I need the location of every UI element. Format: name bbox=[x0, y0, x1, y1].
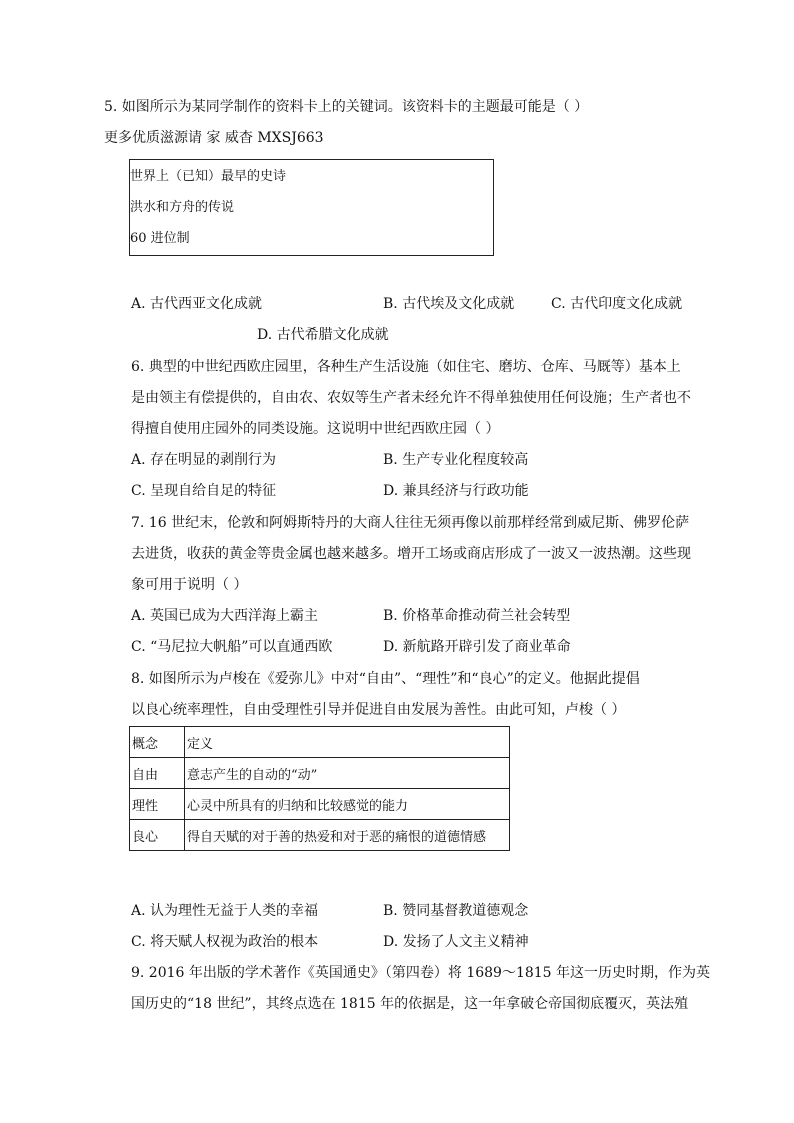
q9-stem-line: 国历史的“18 世纪”，其终点选在 1815 年的依据是，这一年拿破仑帝国彻底覆灭，英法殖 bbox=[131, 996, 689, 1012]
table-cell: 理性 bbox=[130, 789, 185, 820]
table-row bbox=[130, 727, 510, 758]
q6-option-a[interactable]: A. 存在明显的剥削行为 bbox=[131, 452, 277, 468]
q6-option-b[interactable]: B. 生产专业化程度较高 bbox=[383, 452, 529, 468]
q8-option-c[interactable]: C. 将天赋人权视为政治的根本 bbox=[131, 934, 319, 950]
q5-option-c[interactable]: C. 古代印度文化成就 bbox=[551, 296, 683, 312]
table-cell: 自由 bbox=[130, 758, 185, 789]
q7-stem-line: 7. 16 世纪末，伦敦和阿姆斯特丹的大商人往往无须再像以前那样经常到威尼斯、佛罗伦萨 bbox=[131, 515, 690, 531]
q7-stem-line: 象可用于说明（ ） bbox=[131, 577, 248, 593]
q5-option-b[interactable]: B. 古代埃及文化成就 bbox=[383, 296, 515, 312]
table-row bbox=[130, 820, 510, 851]
watermark-text: 更多优质滋源请 家 威杳 MXSJ663 bbox=[104, 130, 324, 146]
table-cell: 定义 bbox=[185, 727, 510, 758]
q7-option-d[interactable]: D. 新航路开辟引发了商业革命 bbox=[383, 639, 571, 655]
table-cell: 得自天赋的对于善的热爱和对于恶的痛恨的道德情感 bbox=[185, 820, 510, 851]
card-line: 世界上（已知）最早的史诗 bbox=[130, 169, 287, 184]
q5-option-a[interactable]: A. 古代西亚文化成就 bbox=[131, 296, 263, 312]
table-row bbox=[130, 789, 510, 820]
q6-stem-line: 6. 典型的中世纪西欧庄园里，各种生产生活设施（如住宅、磨坊、仓库、马厩等）基本上 bbox=[131, 359, 681, 375]
q7-option-b[interactable]: B. 价格革命推动荷兰社会转型 bbox=[383, 608, 571, 624]
table-row bbox=[130, 758, 510, 789]
q9-stem-line: 9. 2016 年出版的学术著作《英国通史》（第四卷）将 1689～1815 年这一历史时期，作为英 bbox=[131, 965, 711, 981]
q6-option-d[interactable]: D. 兼具经济与行政功能 bbox=[383, 483, 529, 499]
table-cell: 意志产生的自动的“动” bbox=[185, 758, 510, 789]
q8-option-d[interactable]: D. 发扬了人文主义精神 bbox=[383, 934, 529, 950]
q5-option-d[interactable]: D. 古代希腊文化成就 bbox=[257, 327, 389, 343]
q7-option-a[interactable]: A. 英国已成为大西洋海上霸主 bbox=[131, 608, 319, 624]
q6-stem-line: 是由领主有偿提供的，自由农、农奴等生产者未经允许不得单独使用任何设施；生产者也不 bbox=[131, 390, 691, 406]
q8-stem-line: 以良心统率理性，自由受理性引导并促进自由发展为善性。由此可知，卢梭（ ） bbox=[131, 702, 626, 718]
table-cell: 概念 bbox=[130, 727, 185, 758]
q7-option-c[interactable]: C. “马尼拉大帆船”可以直通西欧 bbox=[131, 639, 333, 655]
q5-stem: 5. 如图所示为某同学制作的资料卡上的关键词。该资料卡的主题最可能是（ ） bbox=[104, 99, 589, 115]
q8-definition-table bbox=[129, 726, 510, 851]
table-cell: 良心 bbox=[130, 820, 185, 851]
q6-option-c[interactable]: C. 呈现自给自足的特征 bbox=[131, 483, 277, 499]
q5-info-card bbox=[129, 159, 494, 256]
q8-stem-line: 8. 如图所示为卢梭在《爱弥儿》中对“自由”、“理性”和“良心”的定义。他据此提倡 bbox=[131, 671, 640, 687]
q8-option-b[interactable]: B. 赞同基督教道德观念 bbox=[383, 903, 529, 919]
card-line: 洪水和方舟的传说 bbox=[130, 200, 235, 215]
table-cell: 心灵中所具有的归纳和比较感觉的能力 bbox=[185, 789, 510, 820]
card-line: 60 进位制 bbox=[130, 231, 190, 246]
q7-stem-line: 去进货，收获的黄金等贵金属也越来越多。增开工场或商店形成了一波又一波热潮。这些现 bbox=[131, 546, 691, 562]
q6-stem-line: 得擅自使用庄园外的同类设施。这说明中世纪西欧庄园（ ） bbox=[131, 421, 500, 437]
q8-option-a[interactable]: A. 认为理性无益于人类的幸福 bbox=[131, 903, 319, 919]
